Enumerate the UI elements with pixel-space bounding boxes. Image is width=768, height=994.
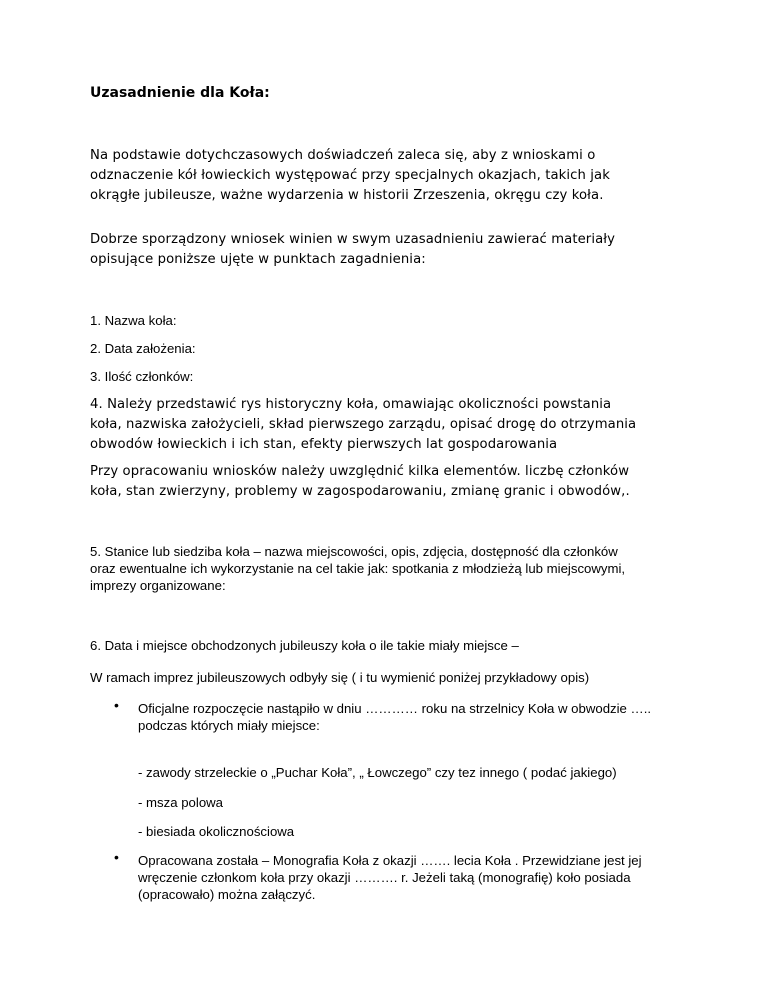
item-6-intro: W ramach imprez jubileuszowych odbyły się ( i tu wymienić poniżej przykładowy opis): [90, 670, 590, 685]
intro-paragraph: [90, 146, 710, 206]
intro-line: okrągłe jubileusze, ważne wydarzenia w historii Zrzeszenia, okręgu czy koła.: [90, 188, 604, 203]
bullet-1-text: [138, 700, 710, 734]
bullet-1-marker: •: [114, 697, 119, 713]
item-4-line: 4. Należy przedstawić rys historyczny koła, omawiając okoliczności powstania: [90, 397, 612, 412]
second-paragraph: [90, 230, 710, 270]
item-4-note: [90, 462, 710, 502]
item-4-note-line: koła, stan zwierzyny, problemy w zagospodarowaniu, zmianę granic i obwodów,.: [90, 484, 630, 499]
intro-line: Na podstawie dotychczasowych doświadczeń zaleca się, aby z wnioskami o: [90, 148, 596, 163]
item-1-name: 1. Nazwa koła:: [90, 313, 177, 328]
bullet-1-line: podczas których miały miejsce:: [138, 718, 320, 733]
bullet-2-line: wręczenie członkom koła przy okazji ………. r. Jeżeli taką (monografię) koło posiada: [138, 870, 631, 885]
item-5-stations: [90, 543, 710, 594]
item-4-history: [90, 395, 710, 455]
sub-item-feast: - biesiada okolicznościowa: [138, 824, 295, 839]
bullet-2-marker: •: [114, 849, 119, 865]
item-4-line: obwodów łowieckich i ich stan, efekty pierwszych lat gospodarowania: [90, 437, 558, 452]
intro-line: odznaczenie kół łowieckich występować przy specjalnych okazjach, takich jak: [90, 168, 610, 183]
bullet-1-line: Oficjalne rozpoczęcie nastąpiło w dniu ………… roku na strzelnicy Koła w obwodzie …..: [138, 701, 652, 716]
item-2-date: 2. Data założenia:: [90, 341, 196, 356]
bullet-2-line: Opracowana została – Monografia Koła z okazji ……. lecia Koła . Przewidziane jest jej: [138, 853, 642, 868]
item-6-jubilees: 6. Data i miejsce obchodzonych jubileuszy koła o ile takie miały miejsce –: [90, 638, 519, 653]
item-5-line: 5. Stanice lub siedziba koła – nazwa miejscowości, opis, zdjęcia, dostępność dla członków: [90, 544, 618, 559]
item-4-note-line: Przy opracowaniu wniosków należy uwzględnić kilka elementów. liczbę członków: [90, 464, 630, 479]
item-5-line: imprezy organizowane:: [90, 578, 226, 593]
second-paragraph-line: Dobrze sporządzony wniosek winien w swym uzasadnieniu zawierać materiały: [90, 232, 616, 247]
item-5-line: oraz ewentualne ich wykorzystanie na cel takie jak: spotkania z młodzieżą lub miejscowymi,: [90, 561, 626, 576]
document-title: Uzasadnienie dla Koła:: [90, 85, 270, 101]
second-paragraph-line: opisujące poniższe ujęte w punktach zagadnienia:: [90, 252, 426, 267]
sub-item-mass: - msza polowa: [138, 795, 224, 810]
bullet-2-line: (opracowało) można załączyć.: [138, 887, 316, 902]
sub-item-competition: - zawody strzeleckie o „Puchar Koła”, „ Łowczego” czy tez innego ( podać jakiego): [138, 765, 617, 780]
item-4-line: koła, nazwiska założycieli, skład pierwszego zarządu, opisać drogę do otrzymania: [90, 417, 637, 432]
bullet-2-text: [138, 852, 710, 903]
item-3-members: 3. Ilość członków:: [90, 369, 194, 384]
